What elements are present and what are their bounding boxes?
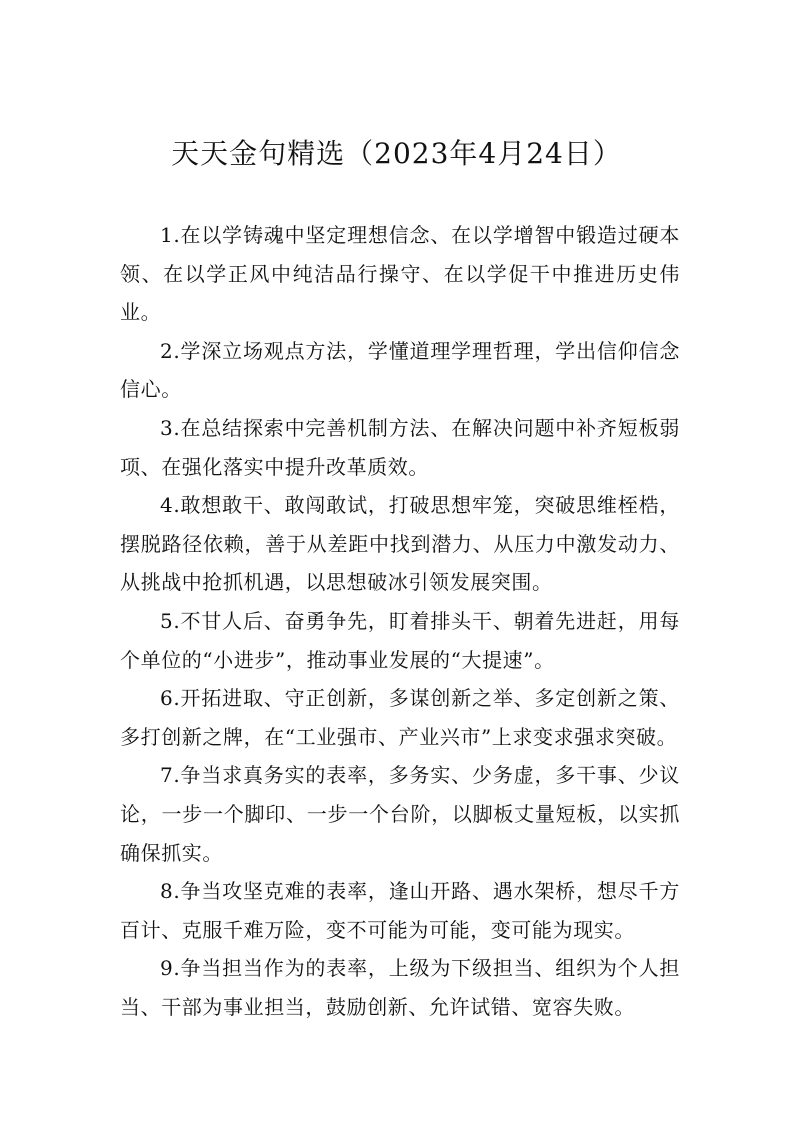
paragraph-6: 6.开拓进取、守正创新，多谋创新之举、多定创新之策、多打创新之牌，在“工业强市、产业兴市”上求变求强求突破。	[120, 686, 680, 749]
paragraph-5: 5.不甘人后、奋勇争先，盯着排头干、朝着先进赶，用每个单位的“小进步”，推动事业发展的“大提速”。	[120, 608, 680, 672]
paragraph-7: 7.争当求真务实的表率，多务实、少务虚，多干事、少议论，一步一个脚印、一步一个台阶，以脚板丈量短板，以实抓确保抓实。	[120, 763, 680, 865]
document-body	[120, 216, 680, 1026]
paragraph-3: 3.在总结探索中完善机制方法、在解决问题中补齐短板弱项、在强化落实中提升改革质效。	[120, 415, 680, 479]
paragraph-2: 2.学深立场观点方法，学懂道理学理哲理，学出信仰信念信心。	[120, 338, 680, 402]
paragraph-8: 8.争当攻坚克难的表率，逢山开路、遇水架桥，想尽千方百计、克服千难万险，变不可能为可能，变可能为现实。	[120, 879, 680, 942]
paragraph-1: 1.在以学铸魂中坚定理想信念、在以学增智中锻造过硬本领、在以学正风中纯洁品行操守、在以学促干中推进历史伟业。	[120, 223, 680, 325]
document-title: 天天金句精选（2023年4月24日）	[171, 137, 622, 170]
paragraph-9: 9.争当担当作为的表率，上级为下级担当、组织为个人担当、干部为事业担当，鼓励创新、允许试错、宽容失败。	[120, 956, 680, 1019]
paragraph-4: 4.敢想敢干、敢闯敢试，打破思想牢笼，突破思维桎梏，摆脱路径依赖，善于从差距中找到潜力、从压力中激发动力、从挑战中抢抓机遇，以思想破冰引领发展突围。	[120, 493, 680, 595]
